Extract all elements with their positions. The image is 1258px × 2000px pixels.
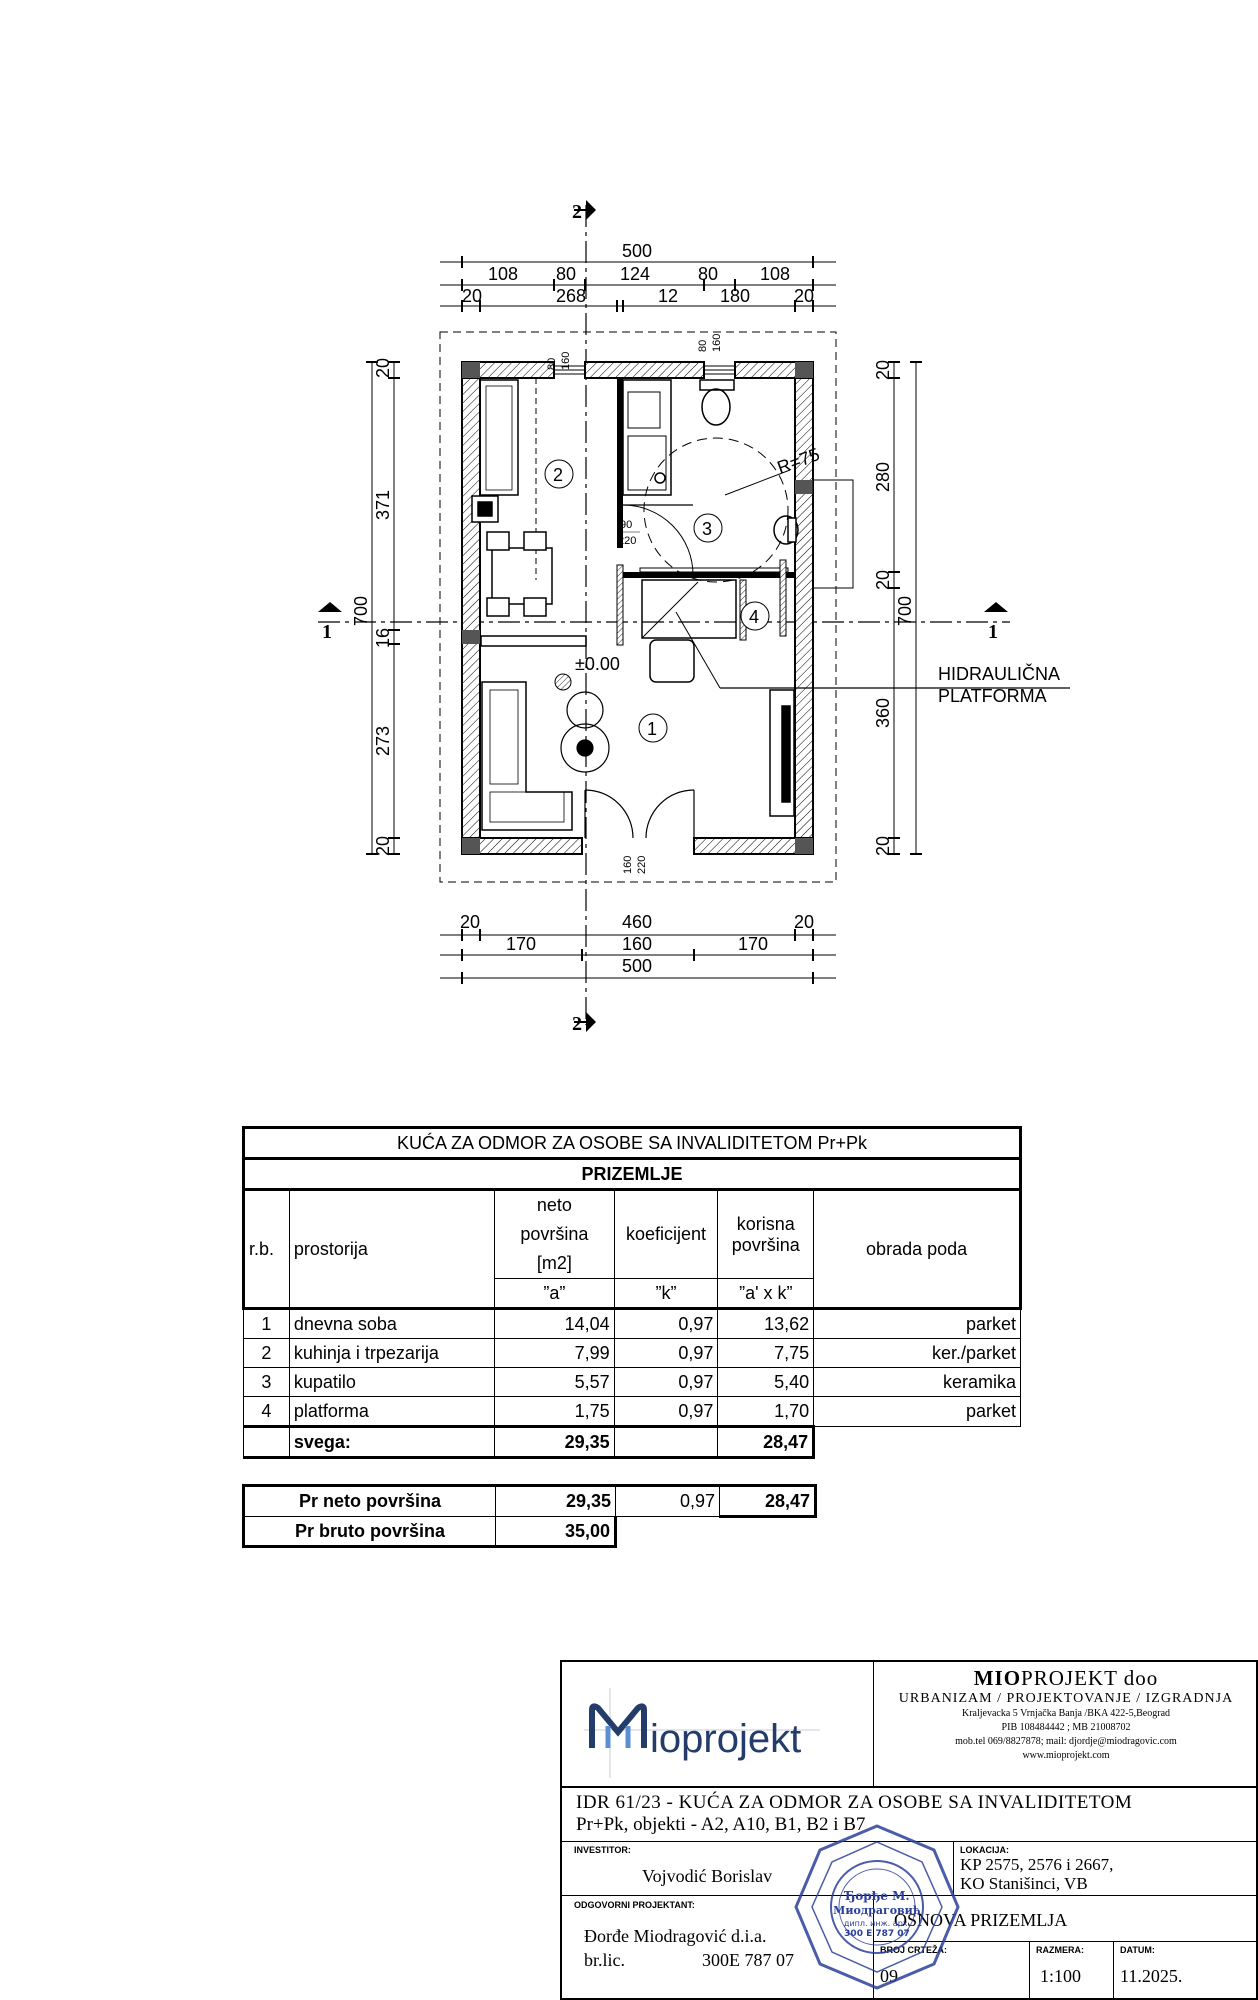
summary-gross: 35,00 bbox=[496, 1517, 616, 1547]
svg-text:160: 160 bbox=[622, 855, 634, 874]
table-subtitle: PRIZEMLJE bbox=[244, 1159, 1021, 1190]
svg-text:360: 360 bbox=[873, 697, 893, 728]
scale-cell: RAZMERA: 1:100 bbox=[1030, 1942, 1114, 2000]
svg-text:1: 1 bbox=[322, 621, 332, 643]
summary-table bbox=[242, 1484, 817, 1548]
svg-text:20: 20 bbox=[873, 359, 893, 380]
svg-text:273: 273 bbox=[373, 725, 393, 756]
summary-net: 29,35 bbox=[496, 1486, 616, 1517]
header-usable-sym: ”a' x k” bbox=[718, 1279, 814, 1309]
svg-text:108: 108 bbox=[760, 264, 791, 284]
svg-text:12: 12 bbox=[658, 286, 679, 306]
project-title: IDR 61/23 - KUĆA ZA ODMOR ZA OSOBE SA INVALIDITETOM Pr+Pk, objekti - A2, A10, B1, B2 i B7 bbox=[562, 1788, 1258, 1842]
location-cell: LOKACIJA: KP 2575, 2576 i 2667, KO Stanišinci, VB bbox=[954, 1842, 1258, 1896]
summary-usable: 28,47 bbox=[720, 1486, 816, 1517]
svg-text:дипл. инж. арх.: дипл. инж. арх. bbox=[843, 1919, 911, 1928]
svg-text:170: 170 bbox=[738, 934, 769, 954]
svg-text:20: 20 bbox=[462, 286, 483, 306]
svg-text:20: 20 bbox=[873, 835, 893, 856]
svg-text:ioprojekt: ioprojekt bbox=[650, 1717, 802, 1761]
svg-text:3: 3 bbox=[702, 519, 713, 539]
header-coef: koeficijent bbox=[614, 1190, 718, 1279]
svg-text:Миодраговић: Миодраговић bbox=[833, 1904, 921, 1917]
room-number-3 bbox=[694, 514, 722, 542]
svg-text:160: 160 bbox=[711, 333, 723, 352]
header-net-sym: ”a” bbox=[495, 1279, 614, 1309]
date-cell: DATUM: 11.2025. bbox=[1120, 1945, 1183, 1986]
svg-text:700: 700 bbox=[895, 595, 915, 626]
svg-text:700: 700 bbox=[351, 595, 371, 626]
svg-text:HIDRAULIČNA: HIDRAULIČNA bbox=[938, 664, 1061, 684]
table-row: 3 kupatilo 5,57 0,97 5,40 keramika bbox=[244, 1368, 1021, 1397]
header-finish: obrada poda bbox=[814, 1190, 1021, 1309]
svg-text:160: 160 bbox=[622, 934, 653, 954]
logo-area bbox=[562, 1662, 874, 1788]
title-block bbox=[560, 1660, 1258, 2000]
svg-text:20: 20 bbox=[794, 912, 815, 932]
svg-text:500: 500 bbox=[622, 956, 653, 976]
svg-text:80: 80 bbox=[698, 264, 719, 284]
header-coef-sym: ”k” bbox=[614, 1279, 718, 1309]
kitchen-storage bbox=[481, 636, 586, 646]
svg-text:500: 500 bbox=[622, 241, 653, 261]
svg-text:80: 80 bbox=[697, 339, 709, 352]
summary-k: 0,97 bbox=[616, 1486, 720, 1517]
svg-text:300 Е 787 07: 300 Е 787 07 bbox=[844, 1929, 910, 1939]
room-number-4 bbox=[741, 602, 769, 630]
table-total-row: svega: 29,35 28,47 bbox=[244, 1427, 1021, 1458]
section-mark-2-top bbox=[572, 200, 596, 223]
sofa bbox=[482, 682, 572, 830]
svg-text:1: 1 bbox=[647, 719, 658, 739]
investor-cell: INVESTITOR: Vojvodić Borislav bbox=[562, 1842, 954, 1896]
dining-table bbox=[487, 532, 552, 616]
platform-frame bbox=[813, 480, 853, 588]
svg-text:2: 2 bbox=[572, 201, 582, 223]
logo-icon bbox=[570, 1670, 870, 1780]
svg-text:108: 108 bbox=[488, 264, 519, 284]
svg-text:220: 220 bbox=[636, 855, 648, 874]
company-info: MIOPROJEKT doo URBANIZAM / PROJEKTOVANJE / IZGRADNJA Kraljevacka 5 Vrnjačka Banja /BKA 422-5,Beograd PIB 108484442 ; MB 21008702 mob.tel 069/8827878; mail: djordje@miodragovic.com www.mioprojekt.com bbox=[874, 1662, 1258, 1788]
svg-text:20: 20 bbox=[373, 835, 393, 856]
svg-text:80: 80 bbox=[556, 264, 577, 284]
table-row: 4 platforma 1,75 0,97 1,70 parket bbox=[244, 1397, 1021, 1427]
svg-text:170: 170 bbox=[506, 934, 537, 954]
tv-unit bbox=[770, 690, 794, 816]
header-rb: r.b. bbox=[244, 1190, 290, 1309]
room-number-1 bbox=[639, 714, 667, 742]
svg-text:20: 20 bbox=[373, 357, 393, 378]
table-row: 2 kuhinja i trpezarija 7,99 0,97 7,75 ker./parket bbox=[244, 1339, 1021, 1368]
sheet-title-cell: OSNOVA PRIZEMLJA bbox=[874, 1896, 1258, 1942]
section-mark-2-bottom bbox=[572, 1012, 596, 1035]
level-marker bbox=[555, 654, 620, 690]
svg-text:16: 16 bbox=[373, 627, 393, 648]
svg-text:1: 1 bbox=[988, 621, 998, 643]
svg-text:180: 180 bbox=[720, 286, 751, 306]
svg-text:20: 20 bbox=[873, 569, 893, 590]
entry-door bbox=[585, 790, 694, 838]
svg-text:460: 460 bbox=[622, 912, 653, 932]
svg-text:±0.00: ±0.00 bbox=[575, 654, 620, 674]
header-usable: korisna površina bbox=[718, 1190, 814, 1279]
designer-cell: ODGOVORNI PROJEKTANT: Đorđe Miodragović d.i.a. br.lic. 300E 787 07 bbox=[562, 1896, 874, 2000]
engineer-stamp bbox=[792, 1822, 962, 1992]
svg-text:4: 4 bbox=[749, 607, 760, 627]
svg-text:268: 268 bbox=[556, 286, 587, 306]
svg-text:80: 80 bbox=[546, 357, 558, 370]
svg-text:280: 280 bbox=[873, 461, 893, 492]
drawing-number-cell: BROJ CRTEŽA: 09 bbox=[874, 1942, 1030, 2000]
table-title: KUĆA ZA ODMOR ZA OSOBE SA INVALIDITETOM Pr+Pk bbox=[244, 1128, 1021, 1159]
radius-label: R=75 bbox=[774, 444, 823, 478]
svg-text:Ђорђе М.: Ђорђе М. bbox=[844, 1889, 910, 1903]
summary-gross-label: Pr bruto površina bbox=[244, 1517, 496, 1547]
svg-text:220: 220 bbox=[618, 535, 637, 547]
svg-text:PLATFORMA: PLATFORMA bbox=[938, 686, 1047, 706]
svg-text:371: 371 bbox=[373, 489, 393, 520]
summary-net-label: Pr neto površina bbox=[244, 1486, 496, 1517]
room-number-2 bbox=[545, 460, 573, 488]
coffee-table bbox=[561, 692, 609, 772]
bathroom-fixtures bbox=[623, 380, 798, 582]
dim-left bbox=[366, 362, 400, 854]
svg-text:2: 2 bbox=[553, 465, 564, 485]
svg-text:124: 124 bbox=[620, 264, 651, 284]
svg-text:2: 2 bbox=[572, 1013, 582, 1035]
svg-text:90: 90 bbox=[620, 519, 633, 531]
svg-text:20: 20 bbox=[460, 912, 481, 932]
area-table bbox=[242, 1126, 1022, 1459]
table-row: 1 dnevna soba 14,04 0,97 13,62 parket bbox=[244, 1309, 1021, 1339]
header-room: prostorija bbox=[289, 1190, 494, 1309]
svg-text:160: 160 bbox=[560, 351, 572, 370]
header-net: neto površina [m2] bbox=[495, 1190, 614, 1279]
svg-text:20: 20 bbox=[794, 286, 815, 306]
